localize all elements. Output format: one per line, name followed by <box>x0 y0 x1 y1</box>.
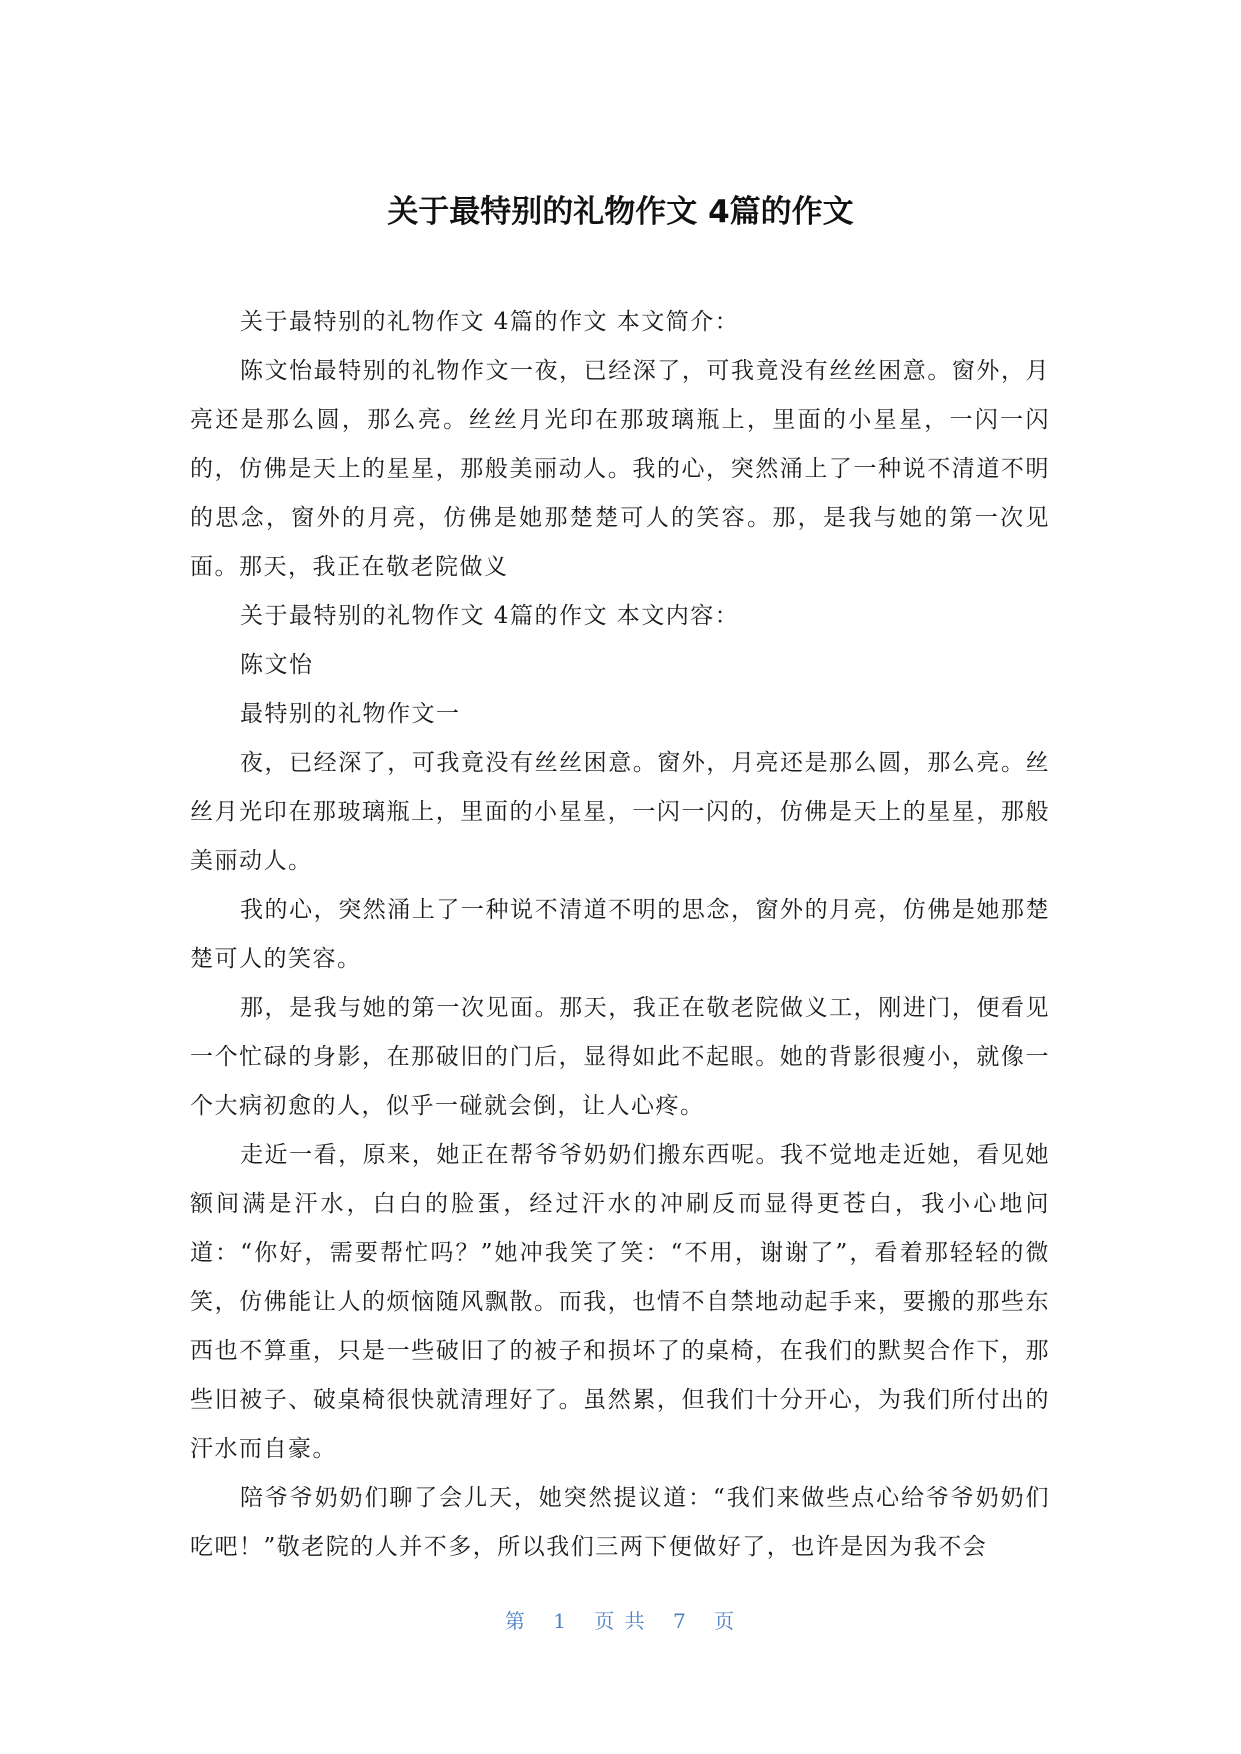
paragraph-body: 那，是我与她的第一次见面。那天，我正在敬老院做义工，刚进门，便看见一个忙碌的身影，在那破旧的门后，显得如此不起眼。她的背影很瘦小，就像一个大病初愈的人，似乎一碰就会倒，让人心疼。 <box>190 995 1050 1119</box>
page-label-suffix: 页 <box>714 1609 737 1633</box>
current-page-number: 1 <box>553 1609 568 1633</box>
paragraph-intro-summary: 陈文怡最特别的礼物作文一夜，已经深了，可我竟没有丝丝困意。窗外，月亮还是那么圆，那么亮。丝丝月光印在那玻璃瓶上，里面的小星星，一闪一闪的，仿佛是天上的星星，那般美丽动人。我的心，突然涌上了一种说不清道不明的思念，窗外的月亮，仿佛是她那楚楚可人的笑容。那，是我与她的第一次见面。那天，我正在敬老院做义 <box>190 358 1050 580</box>
paragraph-author: 陈文怡 <box>240 652 314 678</box>
page-label-middle: 页 共 <box>594 1609 647 1633</box>
page-footer <box>0 1606 1241 1636</box>
paragraph-body: 我的心，突然涌上了一种说不清道不明的思念，窗外的月亮，仿佛是她那楚楚可人的笑容。 <box>190 897 1050 972</box>
paragraph-body: 走近一看，原来，她正在帮爷爷奶奶们搬东西呢。我不觉地走近她，看见她额间满是汗水，白白的脸蛋，经过汗水的冲刷反而显得更苍白，我小心地问道：“你好，需要帮忙吗？”她冲我笑了笑：“不用，谢谢了”，看着那轻轻的微笑，仿佛能让人的烦恼随风飘散。而我，也情不自禁地动起手来，要搬的那些东西也不算重，只是一些破旧了的被子和损坏了的桌椅，在我们的默契合作下，那些旧被子、破桌椅很快就清理好了。虽然累，但我们十分开心，为我们所付出的汗水而自豪。 <box>190 1142 1050 1462</box>
page-label-prefix: 第 <box>504 1609 527 1633</box>
total-page-count: 7 <box>673 1609 688 1633</box>
paragraph-essay-title: 最特别的礼物作文一 <box>240 701 461 727</box>
paragraph-body: 夜，已经深了，可我竟没有丝丝困意。窗外，月亮还是那么圆，那么亮。丝丝月光印在那玻璃瓶上，里面的小星星，一闪一闪的，仿佛是天上的星星，那般美丽动人。 <box>190 750 1050 874</box>
document-body <box>190 298 1050 1572</box>
document-title: 关于最特别的礼物作文 4篇的作文 <box>387 194 854 230</box>
paragraph-intro-heading: 关于最特别的礼物作文 4篇的作文 本文简介： <box>240 309 740 335</box>
paragraph-content-heading: 关于最特别的礼物作文 4篇的作文 本文内容： <box>240 603 740 629</box>
paragraph-body: 陪爷爷奶奶们聊了会儿天，她突然提议道：“我们来做些点心给爷爷奶奶们吃吧！”敬老院的人并不多，所以我们三两下便做好了，也许是因为我不会 <box>190 1485 1050 1560</box>
